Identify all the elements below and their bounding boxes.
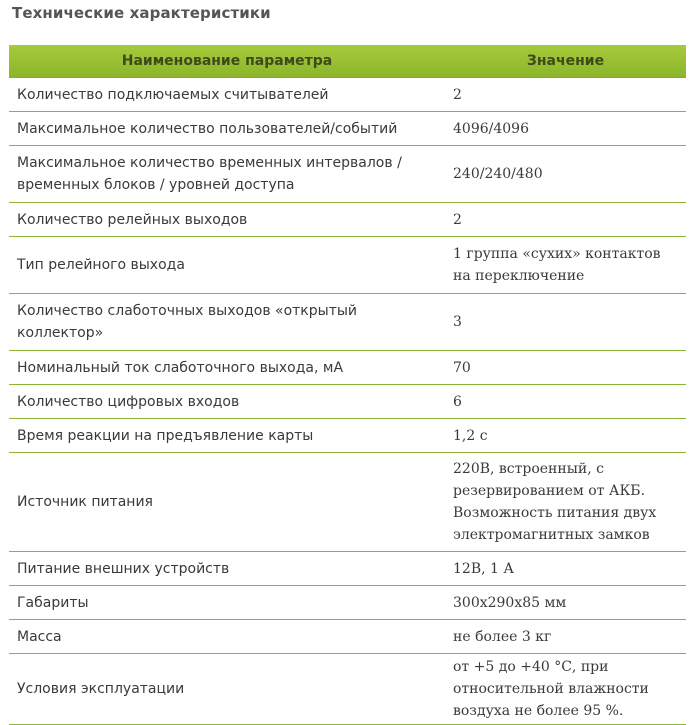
table-row [9,237,686,294]
parameter-value: 2 [445,203,686,237]
parameter-name: Количество подключаемых считывателей [9,78,445,112]
table-row [9,654,686,725]
parameter-name: Максимальное количество пользователей/событий [9,112,445,146]
parameter-name: Максимальное количество временных интервалов / временных блоков / уровней доступа [9,146,445,203]
parameter-name: Масса [9,620,445,654]
header-value: Значение [445,45,686,78]
parameter-value: 1 группа «сухих» контактов на переключение [445,237,686,294]
table-row [9,112,686,146]
header-parameter: Наименование параметра [9,45,445,78]
table-row [9,586,686,620]
parameter-name: Тип релейного выхода [9,237,445,294]
table-row [9,146,686,203]
parameter-name: Количество релейных выходов [9,203,445,237]
parameter-name: Условия эксплуатации [9,654,445,725]
parameter-value: 240/240/480 [445,146,686,203]
parameter-name: Номинальный ток слаботочного выхода, мА [9,351,445,385]
section-title: Технические характеристики [12,4,271,22]
parameter-value: 4096/4096 [445,112,686,146]
parameter-value: 70 [445,351,686,385]
parameter-value: 2 [445,78,686,112]
parameter-value: 12В, 1 А [445,552,686,586]
table-row [9,294,686,351]
table-row [9,453,686,552]
table-row [9,203,686,237]
table-row [9,385,686,419]
parameter-name: Количество слаботочных выходов «открытый коллектор» [9,294,445,351]
parameter-value: 6 [445,385,686,419]
parameter-value: 220В, встроенный, с резервированием от АКБ. Возможность питания двух электромагнитных замков [445,453,686,552]
parameter-value: от +5 до +40 °С, при относительной влажности воздуха не более 95 %. [445,654,686,725]
parameter-value: 300х290х85 мм [445,586,686,620]
parameter-name: Габариты [9,586,445,620]
parameter-value: не более 3 кг [445,620,686,654]
parameter-name: Количество цифровых входов [9,385,445,419]
specifications-table [9,45,686,725]
table-row [9,419,686,453]
parameter-value: 3 [445,294,686,351]
parameter-name: Питание внешних устройств [9,552,445,586]
parameter-name: Время реакции на предъявление карты [9,419,445,453]
parameter-value: 1,2 с [445,419,686,453]
table-header-row [9,45,686,78]
table-row [9,620,686,654]
table-row [9,78,686,112]
table-row [9,552,686,586]
table-row [9,351,686,385]
parameter-name: Источник питания [9,453,445,552]
